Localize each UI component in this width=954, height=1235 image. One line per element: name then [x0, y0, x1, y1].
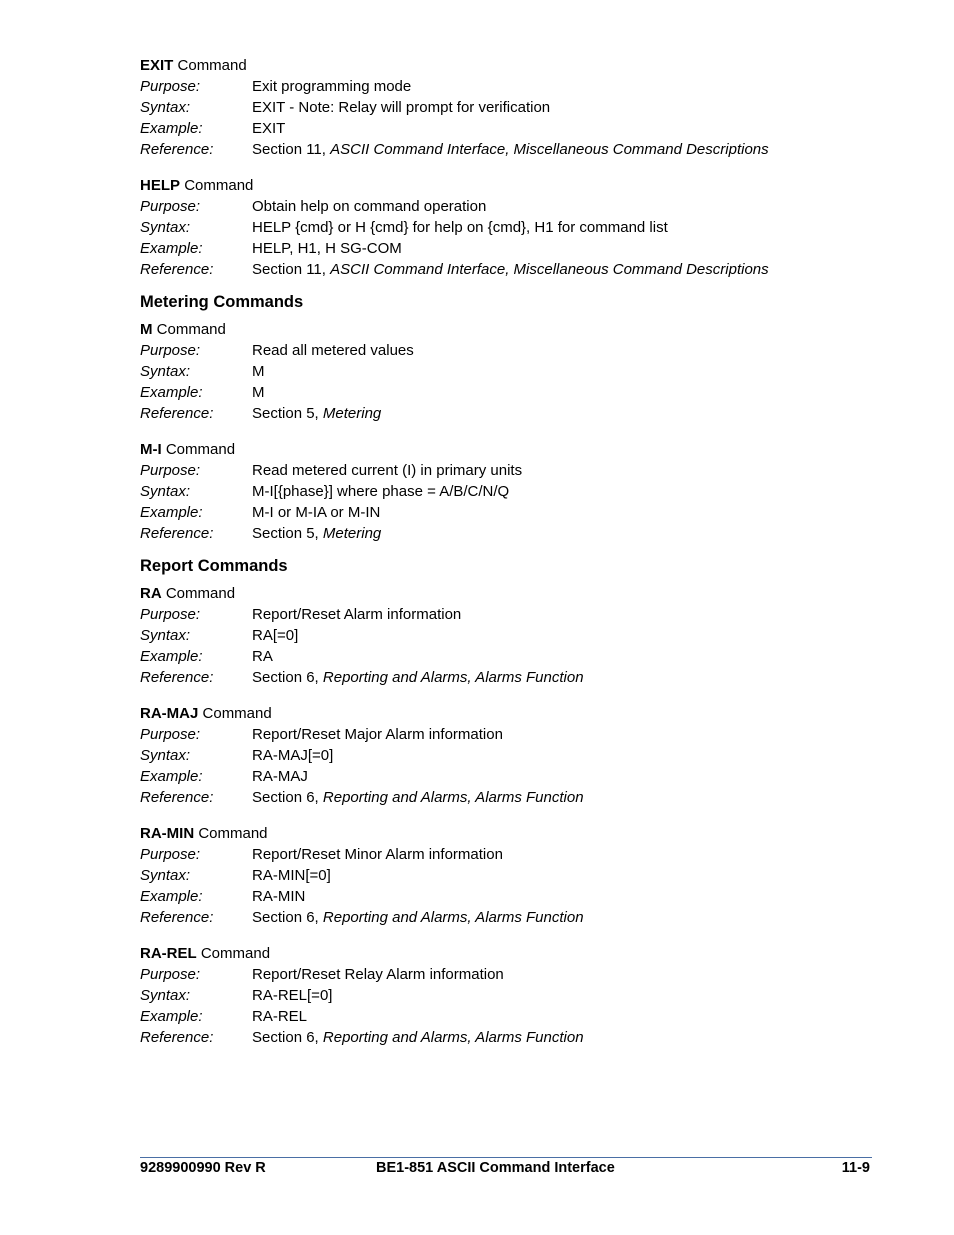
syntax-value: HELP {cmd} or H {cmd} for help on {cmd}, H1 for command list: [252, 219, 668, 236]
example-row: [140, 646, 840, 667]
syntax-label: Syntax:: [140, 867, 191, 884]
purpose-value: Obtain help on command operation: [252, 198, 487, 215]
example-label: Example:: [140, 888, 203, 905]
syntax-value: RA-MAJ[=0]: [252, 747, 334, 764]
command-title: [140, 583, 840, 604]
reference-value: [252, 907, 840, 928]
example-label: Example:: [140, 240, 203, 257]
example-row: [140, 118, 840, 139]
command-suffix: Command: [165, 585, 236, 602]
syntax-value: RA-MIN[=0]: [252, 867, 331, 884]
example-value: RA-MAJ: [252, 768, 308, 785]
reference-value: [252, 667, 840, 688]
command-title: [140, 175, 840, 196]
reference-label: Reference:: [140, 789, 214, 806]
reference-value: [252, 787, 840, 808]
reference-row: [140, 403, 840, 424]
syntax-label: Syntax:: [140, 987, 191, 1004]
reference-row: [140, 787, 840, 808]
reference-row: [140, 259, 840, 280]
syntax-value: M-I[{phase}] where phase = A/B/C/N/Q: [252, 483, 510, 500]
purpose-row: [140, 724, 840, 745]
purpose-value: Report/Reset Relay Alarm information: [252, 966, 504, 983]
example-label: Example:: [140, 504, 203, 521]
reference-value: [252, 523, 840, 544]
example-label: Example:: [140, 1008, 203, 1025]
syntax-label: Syntax:: [140, 363, 191, 380]
command-title: [140, 703, 840, 724]
command-block-exit: [140, 55, 840, 160]
example-value: M: [252, 384, 265, 401]
purpose-label: Purpose:: [140, 966, 201, 983]
purpose-value: Report/Reset Minor Alarm information: [252, 846, 503, 863]
reference-label: Reference:: [140, 909, 214, 926]
purpose-value: Report/Reset Alarm information: [252, 606, 462, 623]
footer-page-number: 11-9: [841, 1160, 870, 1176]
command-suffix: Command: [200, 945, 271, 962]
command-suffix: Command: [198, 825, 268, 842]
example-label: Example:: [140, 384, 203, 401]
purpose-row: [140, 460, 840, 481]
example-label: Example:: [140, 648, 203, 665]
syntax-value: RA-REL[=0]: [252, 987, 333, 1004]
example-row: [140, 238, 840, 259]
reference-row: [140, 139, 840, 160]
command-title: [140, 55, 840, 76]
command-block-m-i: [140, 439, 840, 544]
purpose-value: Exit programming mode: [252, 78, 412, 95]
reference-label: Reference:: [140, 141, 214, 158]
command-block-ra-maj: [140, 703, 840, 808]
command-block-help: [140, 175, 840, 280]
command-block-ra-min: [140, 823, 840, 928]
command-title: [140, 823, 840, 844]
command-name: M-I: [140, 441, 162, 458]
command-name: RA-MAJ: [140, 705, 199, 722]
purpose-label: Purpose:: [140, 606, 201, 623]
purpose-label: Purpose:: [140, 846, 201, 863]
example-label: Example:: [140, 120, 203, 137]
example-row: [140, 886, 840, 907]
section-heading-report: Report Commands: [140, 557, 288, 575]
syntax-label: Syntax:: [140, 219, 191, 236]
footer-doc-title: BE1-851 ASCII Command Interface: [376, 1160, 615, 1176]
command-name: M: [140, 321, 153, 338]
command-title: [140, 943, 840, 964]
reference-title: Reporting and Alarms, Alarms Function: [322, 669, 584, 686]
reference-section: Section 6,: [252, 909, 319, 926]
reference-row: [140, 1027, 840, 1048]
syntax-row: [140, 217, 840, 238]
purpose-value: Read all metered values: [252, 342, 414, 359]
command-suffix: Command: [165, 441, 236, 458]
purpose-row: [140, 604, 840, 625]
purpose-value: Read metered current (I) in primary units: [252, 462, 523, 479]
command-suffix: Command: [202, 705, 272, 722]
reference-value: [252, 139, 840, 160]
reference-section: Section 6,: [252, 669, 319, 686]
command-suffix: Command: [184, 177, 254, 194]
reference-title: ASCII Command Interface, Miscellaneous Command Descriptions: [330, 261, 769, 278]
reference-row: [140, 667, 840, 688]
syntax-value: EXIT - Note: Relay will prompt for verification: [252, 99, 551, 116]
reference-value: [252, 1027, 840, 1048]
reference-section: Section 6,: [252, 1029, 319, 1046]
syntax-label: Syntax:: [140, 747, 191, 764]
page-content: [140, 55, 840, 1048]
command-block-m: [140, 319, 840, 424]
command-name: RA: [140, 585, 162, 602]
command-name: HELP: [140, 177, 181, 194]
reference-title: Reporting and Alarms, Alarms Function: [322, 1029, 584, 1046]
syntax-row: [140, 97, 840, 118]
purpose-label: Purpose:: [140, 726, 201, 743]
command-title: [140, 319, 840, 340]
syntax-label: Syntax:: [140, 483, 191, 500]
reference-section: Section 11,: [252, 261, 326, 278]
purpose-label: Purpose:: [140, 78, 201, 95]
reference-section: Section 5,: [252, 525, 319, 542]
reference-label: Reference:: [140, 669, 214, 686]
purpose-value: Report/Reset Major Alarm information: [252, 726, 503, 743]
example-value: RA-REL: [252, 1008, 308, 1025]
syntax-row: [140, 985, 840, 1006]
reference-title: ASCII Command Interface, Miscellaneous Command Descriptions: [330, 141, 769, 158]
reference-label: Reference:: [140, 261, 214, 278]
purpose-label: Purpose:: [140, 198, 201, 215]
example-value: EXIT: [252, 120, 286, 137]
command-block-ra: [140, 583, 840, 688]
reference-label: Reference:: [140, 525, 214, 542]
purpose-row: [140, 964, 840, 985]
footer-doc-number: 9289900990 Rev R: [140, 1160, 266, 1176]
syntax-row: [140, 865, 840, 886]
purpose-row: [140, 76, 840, 97]
reference-section: Section 6,: [252, 789, 319, 806]
command-name: RA-MIN: [140, 825, 195, 842]
purpose-label: Purpose:: [140, 462, 201, 479]
command-block-ra-rel: [140, 943, 840, 1048]
syntax-row: [140, 745, 840, 766]
purpose-row: [140, 844, 840, 865]
command-suffix: Command: [156, 321, 226, 338]
syntax-label: Syntax:: [140, 99, 191, 116]
reference-title: Reporting and Alarms, Alarms Function: [322, 789, 584, 806]
purpose-row: [140, 340, 840, 361]
purpose-label: Purpose:: [140, 342, 201, 359]
example-value: RA: [252, 648, 273, 665]
section-heading-metering: Metering Commands: [140, 293, 304, 311]
example-row: [140, 502, 840, 523]
reference-label: Reference:: [140, 1029, 214, 1046]
page-footer: [140, 1158, 872, 1180]
syntax-value: RA[=0]: [252, 627, 299, 644]
example-row: [140, 766, 840, 787]
syntax-row: [140, 481, 840, 502]
syntax-row: [140, 625, 840, 646]
reference-title: Metering: [322, 405, 382, 422]
example-row: [140, 382, 840, 403]
example-value: RA-MIN: [252, 888, 306, 905]
reference-title: Metering: [322, 525, 382, 542]
syntax-value: M: [252, 363, 265, 380]
reference-value: [252, 259, 840, 280]
example-row: [140, 1006, 840, 1027]
syntax-row: [140, 361, 840, 382]
command-name: EXIT: [140, 57, 174, 74]
reference-section: Section 11,: [252, 141, 326, 158]
example-label: Example:: [140, 768, 203, 785]
command-suffix: Command: [177, 57, 247, 74]
syntax-label: Syntax:: [140, 627, 191, 644]
reference-section: Section 5,: [252, 405, 319, 422]
reference-title: Reporting and Alarms, Alarms Function: [322, 909, 584, 926]
reference-row: [140, 907, 840, 928]
purpose-row: [140, 196, 840, 217]
reference-label: Reference:: [140, 405, 214, 422]
example-value: M-I or M-IA or M-IN: [252, 504, 381, 521]
command-name: RA-REL: [140, 945, 197, 962]
command-title: [140, 439, 840, 460]
reference-value: [252, 403, 840, 424]
reference-row: [140, 523, 840, 544]
example-value: HELP, H1, H SG-COM: [252, 240, 402, 257]
